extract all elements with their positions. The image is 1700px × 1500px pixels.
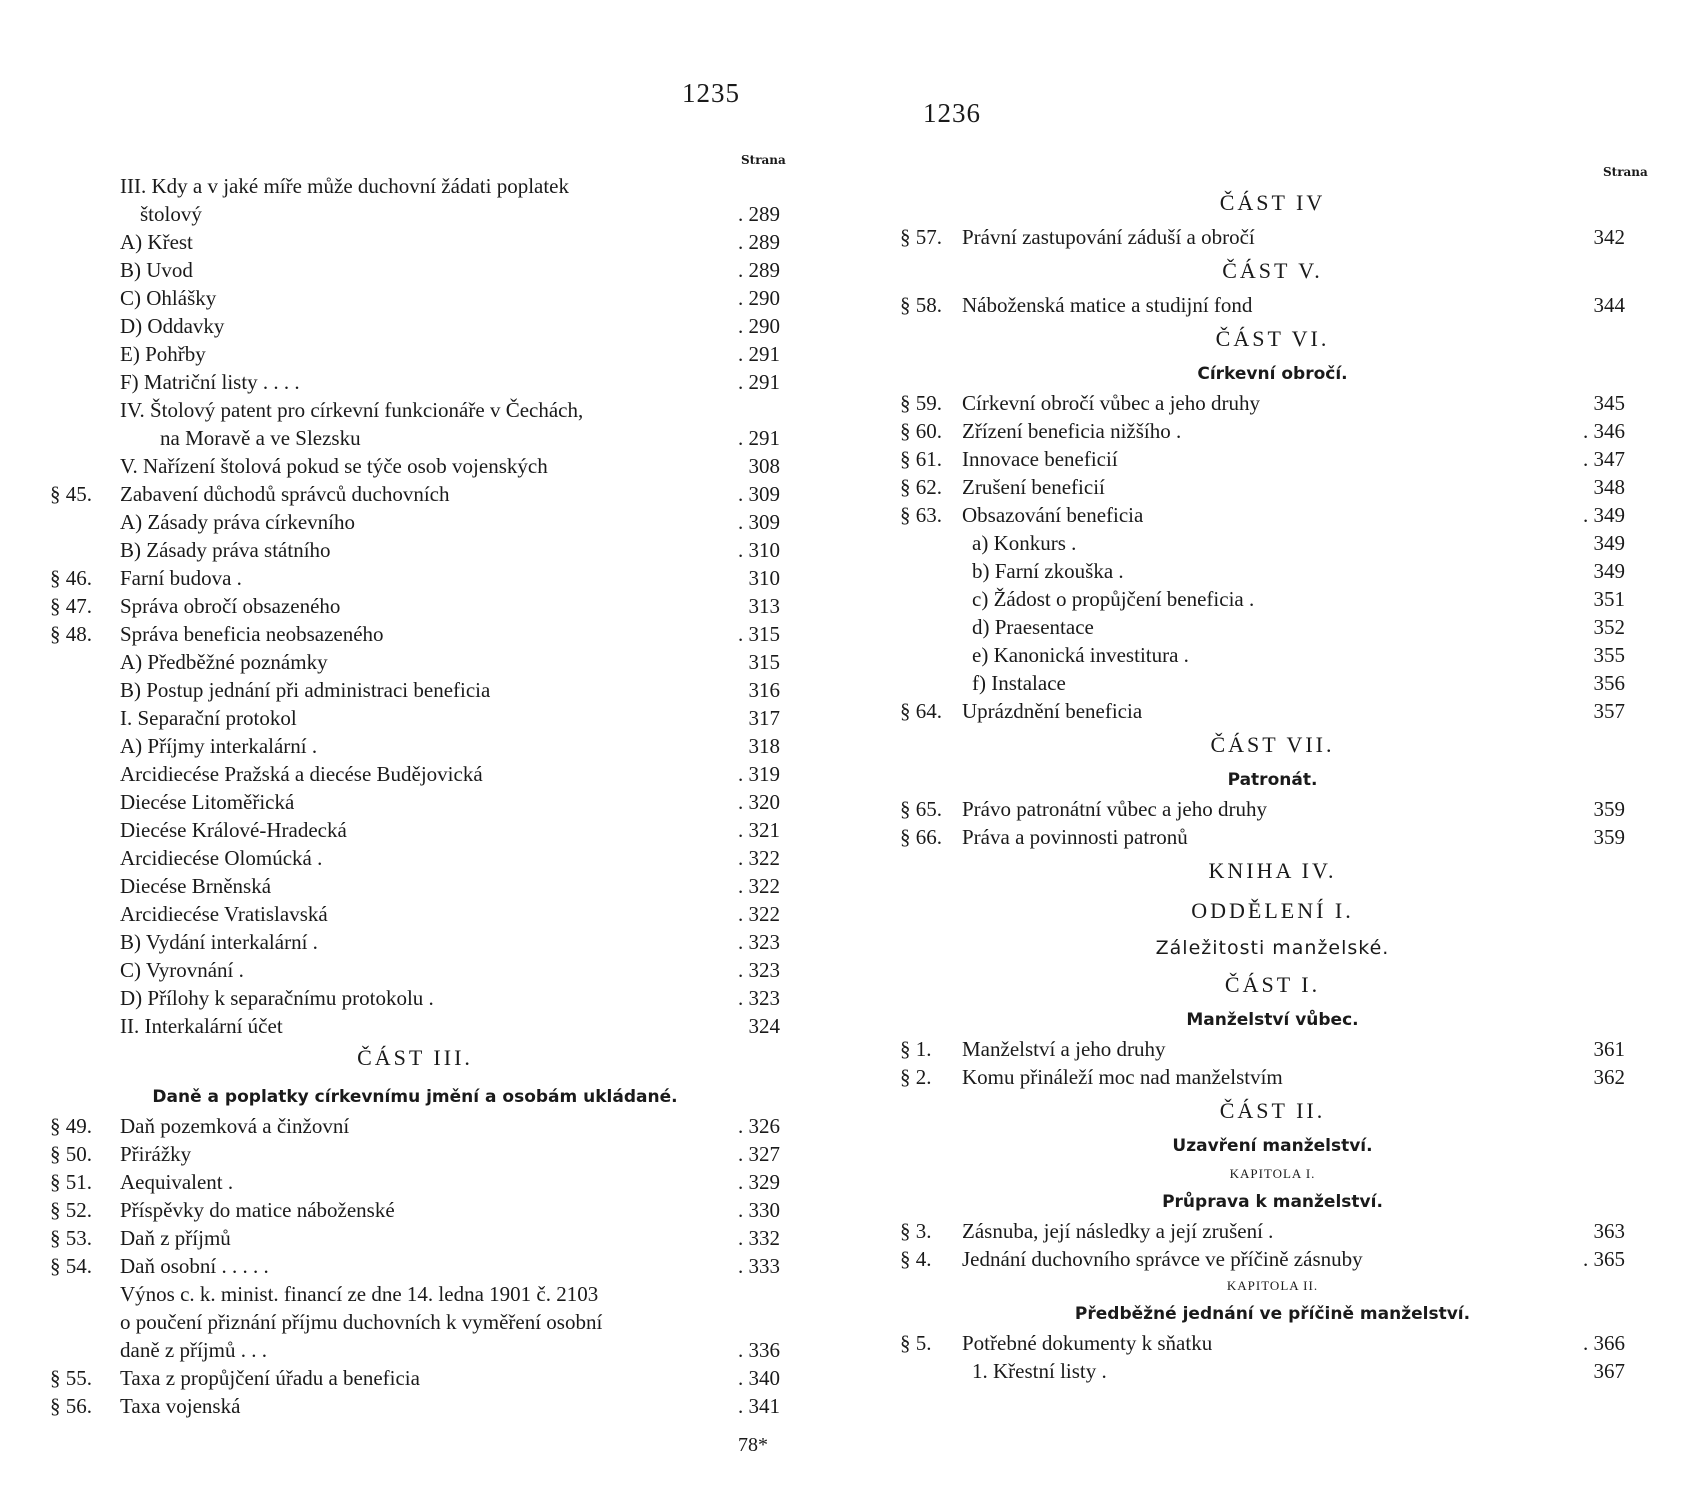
part-heading: ČÁST I. [1224,972,1321,997]
toc-entry [50,312,780,340]
page-ref: 310 [748,566,780,590]
toc-entry [900,1035,1645,1063]
toc-entry [900,501,1645,529]
section-number: § 48. [50,622,92,646]
entry-title: Zrušení beneficií [962,475,1105,499]
entry-title: A) Zásady práva církevního [120,510,355,534]
section-number: § 65. [900,797,942,821]
toc-list-left-part3 [50,1112,780,1420]
entry-title: Innovace beneficií [962,447,1118,471]
page-ref: . 310 [738,538,780,562]
entry-title: Komu přináleží moc nad manželstvím [962,1065,1283,1089]
section-number: § 47. [50,594,92,618]
toc-entry [900,641,1645,669]
toc-entry [50,536,780,564]
page-ref: . 322 [738,846,780,870]
section-number: § 50. [50,1142,92,1166]
page-ref: 361 [1593,1037,1625,1061]
page-ref: . 349 [1583,503,1625,527]
section-number: § 5. [900,1331,932,1355]
page-ref: . 320 [738,790,780,814]
page-ref: . 289 [738,258,780,282]
toc-entry [50,732,780,760]
page-ref: . 333 [738,1254,780,1278]
toc-entry [50,284,780,312]
page-ref: 359 [1593,797,1625,821]
page-ref: . 336 [738,1338,780,1362]
entry-title: C) Ohlášky [120,286,217,310]
toc-entry [900,473,1645,501]
entry-title: Aequivalent . [120,1170,234,1194]
page-ref: 315 [748,650,780,674]
section-number: § 63. [900,503,942,527]
section-number: § 64. [900,699,942,723]
page-ref: . 347 [1583,447,1625,471]
page-ref: . 327 [738,1142,780,1166]
entry-title: Právo patronátní vůbec a jeho druhy [962,797,1267,821]
entry-title: Zásnuba, její následky a její zrušení . [962,1219,1274,1243]
toc-entry [50,452,780,480]
section-subheading: Církevní obročí. [1197,364,1348,384]
chapter-label: KAPITOLA II. [1226,1278,1319,1293]
toc-entry [50,1196,780,1224]
section-number: § 62. [900,475,942,499]
page-number: 1236 [923,98,981,128]
entry-title: A) Předběžné poznámky [120,650,328,674]
page-ref: . 323 [738,986,780,1010]
section-number: § 53. [50,1226,92,1250]
toc-list-right [900,183,1645,1385]
column-label-strana: Strana [741,153,786,167]
entry-title: Diecése Králové-Hradecká [120,818,347,842]
toc-entry [900,585,1645,613]
page-ref: 308 [748,454,780,478]
entry-title: c) Žádost o propůjčení beneficia . [972,587,1255,611]
part-heading: ČÁST III. [357,1045,473,1070]
section-number: § 51. [50,1170,92,1194]
page-ref: 313 [748,594,780,618]
entry-title: Diecése Brněnská [120,874,272,898]
section-number: § 56. [50,1394,92,1418]
entry-title: Práva a povinnosti patronů [962,825,1188,849]
page-ref: 342 [1593,225,1625,249]
toc-entry [50,564,780,592]
page-ref: . 291 [738,342,780,366]
section-subheading: Průprava k manželství. [1162,1192,1383,1212]
page-ref: . 365 [1583,1247,1625,1271]
page-ref: . 326 [738,1114,780,1138]
entry-title: b) Farní zkouška . [972,559,1124,583]
page-ref: 316 [748,678,780,702]
entry-title: d) Praesentace [972,615,1094,639]
toc-entry [50,788,780,816]
toc-entry [900,1217,1645,1245]
entry-title: IV. Štolový patent pro církevní funkcionáře v Čechách, [120,398,584,422]
page-ref: . 315 [738,622,780,646]
page-ref: . 319 [738,762,780,786]
toc-entry [900,1357,1645,1385]
page-ref: . 321 [738,818,780,842]
entry-title: Daň pozemková a činžovní [120,1114,350,1138]
toc-entry [50,480,780,508]
page-ref: 349 [1593,559,1625,583]
toc-entry [50,1112,780,1140]
toc-entry [50,620,780,648]
toc-entry [50,256,780,284]
page-ref: 356 [1593,671,1625,695]
toc-entry [50,1224,780,1252]
page-ref: 318 [748,734,780,758]
toc-entry [50,1364,780,1392]
entry-title: Taxa z propůjčení úřadu a beneficia [120,1366,420,1390]
toc-entry [50,228,780,256]
entry-title: B) Vydání interkalární . [120,930,318,954]
part-subheading: Daně a poplatky církevnímu jmění a osobám ukládané. [152,1087,678,1107]
entry-title: A) Příjmy interkalární . [120,734,318,758]
page-ref: . 290 [738,286,780,310]
toc-entry [50,1140,780,1168]
page-ref: . 332 [738,1226,780,1250]
toc-entry [50,928,780,956]
section-subheading: Předběžné jednání ve příčině manželství. [1074,1304,1471,1324]
toc-entry [50,676,780,704]
toc-entry [50,368,780,396]
entry-title: Potřebné dokumenty k sňatku [962,1331,1213,1355]
page-ref: . 323 [738,958,780,982]
toc-entry [900,223,1645,251]
page-ref: 317 [748,706,780,730]
page-ref: 352 [1593,615,1625,639]
page-ref: . 289 [738,230,780,254]
toc-entry [900,1245,1645,1273]
toc-entry [50,1012,780,1040]
toc-entry [50,1280,780,1308]
toc-entry [50,592,780,620]
page-ref: . 323 [738,930,780,954]
toc-entry [50,340,780,368]
section-number: § 52. [50,1198,92,1222]
toc-entry [50,1392,780,1420]
entry-title: Zabavení důchodů správců duchovních [120,482,450,506]
section-number: § 45. [50,482,92,506]
entry-title: II. Interkalární účet [120,1014,283,1038]
entry-title: B) Postup jednání při administraci beneficia [120,678,491,702]
part-heading: ČÁST VII. [1210,732,1335,757]
toc-entry [900,795,1645,823]
column-label-strana: Strana [1603,165,1648,179]
toc-entry [50,1308,780,1336]
toc-entry [50,648,780,676]
toc-entry [900,417,1645,445]
entry-title: III. Kdy a v jaké míře může duchovní žádati poplatek [120,174,569,198]
part-heading: ODDĚLENÍ I. [1191,898,1354,923]
toc-entry [50,1252,780,1280]
entry-title: B) Uvod [120,258,193,282]
page-ref: . 322 [738,874,780,898]
page-ref: . 322 [738,902,780,926]
toc-entry [50,1168,780,1196]
entry-title: Arcidiecése Olomúcká . [120,846,323,870]
page-ref: . 290 [738,314,780,338]
section-number: § 1. [900,1037,932,1061]
entry-title: Výnos c. k. minist. financí ze dne 14. ledna 1901 č. 2103 [120,1282,599,1306]
toc-entry [50,200,780,228]
toc-entry [50,424,780,452]
part-heading: ČÁST II. [1219,1098,1326,1123]
entry-title: o poučení přiznání příjmu duchovních k vyměření osobní [120,1310,603,1334]
toc-entry [900,669,1645,697]
toc-entry [50,872,780,900]
entry-title: D) Přílohy k separačnímu protokolu . [120,986,434,1010]
section-subheading: Patronát. [1227,770,1318,790]
page-ref: . 329 [738,1170,780,1194]
section-number: § 49. [50,1114,92,1138]
entry-title: Právní zastupování záduší a obročí [962,225,1255,249]
toc-entry [900,291,1645,319]
entry-title: Přirážky [120,1142,192,1166]
part-heading: ČÁST IV [1219,190,1326,215]
part-heading: ČÁST VI. [1215,326,1330,351]
page-ref: . 291 [738,370,780,394]
entry-title: Daň osobní . . . . . [120,1254,269,1278]
toc-entry [50,816,780,844]
section-number: § 54. [50,1254,92,1278]
entry-title: Správa obročí obsazeného [120,594,341,618]
page-ref: 345 [1593,391,1625,415]
toc-entry [900,557,1645,585]
section-number: § 61. [900,447,942,471]
page-ref: 324 [748,1014,780,1038]
entry-title: V. Nařízení štolová pokud se týče osob vojenských [120,454,548,478]
toc-entry [900,445,1645,473]
section-subheading: Manželství vůbec. [1186,1010,1359,1030]
toc-list-left [50,172,780,1040]
chapter-label: KAPITOLA I. [1229,1166,1316,1181]
entry-title: f) Instalace [972,671,1066,695]
toc-entry [50,396,780,424]
entry-title: D) Oddavky [120,314,225,338]
page-ref: 351 [1593,587,1625,611]
entry-title: I. Separační protokol [120,706,297,730]
page-ref: 348 [1593,475,1625,499]
section-number: § 59. [900,391,942,415]
section-number: § 58. [900,293,942,317]
part-heading: ČÁST V. [1222,258,1323,283]
toc-entry [50,172,780,200]
page-ref: . 340 [738,1366,780,1390]
page-ref: . 309 [738,482,780,506]
part-heading: KNIHA IV. [1208,858,1337,883]
entry-title: Taxa vojenská [120,1394,241,1418]
entry-title: E) Pohřby [120,342,206,366]
section-number: § 60. [900,419,942,443]
entry-title: C) Vyrovnání . [120,958,244,982]
toc-entry [900,613,1645,641]
entry-title: Uprázdnění beneficia [962,699,1143,723]
page-ref: 349 [1593,531,1625,555]
entry-title: Zřízení beneficia nižšího . [962,419,1182,443]
entry-title: B) Zásady práva státního [120,538,331,562]
toc-entry [900,697,1645,725]
page-ref: 362 [1593,1065,1625,1089]
section-number: § 66. [900,825,942,849]
toc-entry [900,1063,1645,1091]
toc-entry [50,900,780,928]
entry-title: Jednání duchovního správce ve příčině zásnuby [962,1247,1363,1271]
toc-entry [900,389,1645,417]
entry-title: na Moravě a ve Slezsku [160,426,361,450]
toc-entry [50,704,780,732]
page-number: 1235 [682,78,740,108]
section-subheading: Záležitosti manželské. [1155,937,1390,959]
entry-title: Daň z příjmů [120,1226,231,1250]
section-number: § 55. [50,1366,92,1390]
entry-title: Arcidiecése Pražská a diecése Budějovická [120,762,483,786]
page-ref: . 341 [738,1394,780,1418]
page-ref: . 330 [738,1198,780,1222]
toc-entry [900,1329,1645,1357]
page-ref: 357 [1593,699,1625,723]
entry-title: štolový [140,202,202,226]
page-ref: . 309 [738,510,780,534]
page-ref: 363 [1593,1219,1625,1243]
page-ref: 367 [1593,1359,1625,1383]
section-subheading: Uzavření manželství. [1172,1136,1373,1156]
toc-entry [900,823,1645,851]
entry-title: Manželství a jeho druhy [962,1037,1166,1061]
entry-title: daně z příjmů . . . [120,1338,267,1362]
toc-entry [50,844,780,872]
page-ref: . 366 [1583,1331,1625,1355]
entry-title: Farní budova . [120,566,242,590]
entry-title: Diecése Litoměřická [120,790,295,814]
toc-entry [50,508,780,536]
section-number: § 2. [900,1065,932,1089]
entry-title: Náboženská matice a studijní fond [962,293,1253,317]
toc-entry [50,760,780,788]
signature-mark: 78* [738,1434,768,1456]
page-ref: 355 [1593,643,1625,667]
page-ref: . 346 [1583,419,1625,443]
entry-title: Příspěvky do matice náboženské [120,1198,395,1222]
entry-title: 1. Křestní listy . [972,1359,1107,1383]
section-number: § 46. [50,566,92,590]
page-ref: . 291 [738,426,780,450]
entry-title: Církevní obročí vůbec a jeho druhy [962,391,1260,415]
entry-title: e) Kanonická investitura . [972,643,1189,667]
toc-entry [50,984,780,1012]
entry-title: Arcidiecése Vratislavská [120,902,328,926]
toc-entry [50,1336,780,1364]
page-ref: 344 [1593,293,1625,317]
entry-title: a) Konkurs . [972,531,1077,555]
page-ref: 359 [1593,825,1625,849]
section-number: § 4. [900,1247,932,1271]
entry-title: F) Matriční listy . . . . [120,370,300,394]
entry-title: A) Křest [120,230,193,254]
entry-title: Správa beneficia neobsazeného [120,622,384,646]
toc-entry [50,956,780,984]
toc-entry [900,529,1645,557]
page-ref: . 289 [738,202,780,226]
section-number: § 3. [900,1219,932,1243]
section-number: § 57. [900,225,942,249]
entry-title: Obsazování beneficia [962,503,1144,527]
